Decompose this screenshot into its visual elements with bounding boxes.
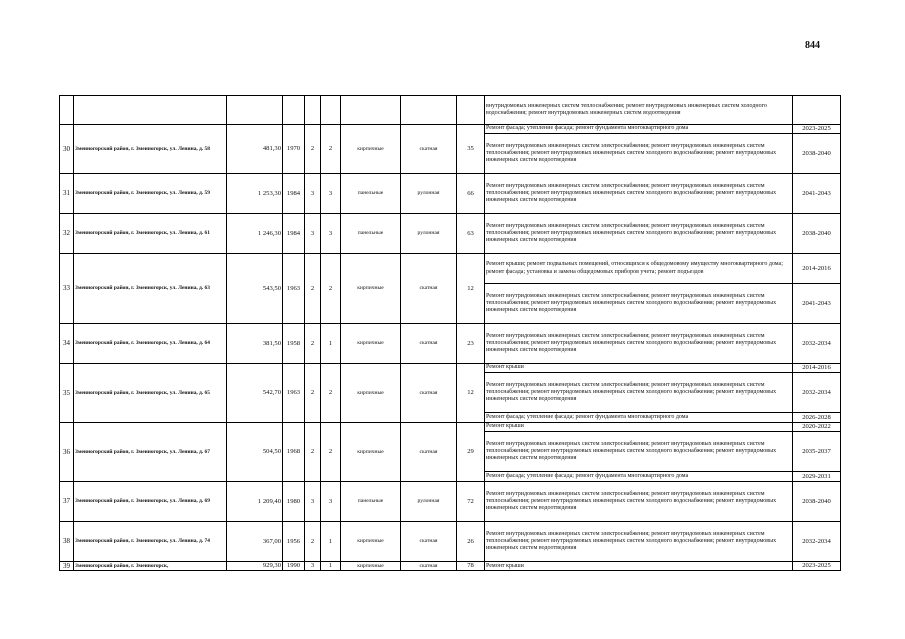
entrances-cell: 1 [321,324,341,364]
entrances-cell [321,96,341,125]
table-row [60,364,841,373]
entrances-cell: 2 [321,254,341,324]
roof-type-cell: рулонная [401,214,457,254]
floors-cell [305,96,321,125]
works-description-cell: внутридомовых инженерных систем теплоснабжения; ремонт внутридомовых инженерных систем холодного водоснабжения; ремонт внутридомовых инженерных систем водоотведения [485,96,793,125]
roof-type-cell [401,96,457,125]
roof-type-cell: скатная [401,364,457,423]
works-description-cell: Ремонт крыши; ремонт подвальных помещений, относящихся к общедомовому имуществу многоквартирного дома; ремонт фасада; установка и замена общедомовых приборов учета; ремонт подъездов [485,254,793,284]
floors-cell: 3 [305,214,321,254]
address-cell: Змеиногорский район, г. Змеиногорск, ул. Ленина, д. 64 [74,324,227,364]
wall-material-cell [341,96,401,125]
registry-body [60,96,841,571]
works-description-cell: Ремонт внутридомовых инженерных систем электроснабжения; ремонт внутридомовых инженерных систем теплоснабжения; ремонт внутридомовых инженерных систем холодного водоснабжения; ремонт внутридомовых инженерных систем водоотведения [485,324,793,364]
period-cell: 2038-2040 [793,134,841,174]
row-number: 38 [60,522,74,562]
year-cell: 1980 [283,482,305,522]
row-number: 34 [60,324,74,364]
area-cell: 367,00 [227,522,283,562]
year-cell: 1970 [283,125,305,174]
floors-cell: 2 [305,125,321,174]
period-cell: 2032-2034 [793,324,841,364]
works-description-cell: Ремонт внутридомовых инженерных систем электроснабжения; ремонт внутридомовых инженерных систем теплоснабжения; ремонт внутридомовых инженерных систем холодного водоснабжения; ремонт внутридомовых инженерных систем водоотведения [485,522,793,562]
works-description-cell: Ремонт фасада; утепление фасада; ремонт фундамента многоквартирного дома [485,413,793,423]
floors-cell: 3 [305,482,321,522]
entrances-cell: 2 [321,423,341,482]
year-cell: 1956 [283,522,305,562]
address-cell: Змеиногорский район, г. Змеиногорск, ул. Ленина, д. 58 [74,125,227,174]
roof-type-cell: рулонная [401,482,457,522]
period-cell: 2032-2034 [793,522,841,562]
period-cell: 2038-2040 [793,482,841,522]
works-description-cell: Ремонт фасада; утепление фасада; ремонт фундамента многоквартирного дома [485,472,793,482]
row-number: 36 [60,423,74,482]
address-cell: Змеиногорский район, г. Змеиногорск, ул. Ленина, д. 63 [74,254,227,324]
works-description-cell: Ремонт фасада; утепление фасада; ремонт фундамента многоквартирного дома [485,125,793,134]
roof-type-cell: скатная [401,125,457,174]
address-cell: Змеиногорский район, г. Змеиногорск, ул. Ленина, д. 65 [74,364,227,423]
table-row [60,96,841,125]
row-number: 39 [60,562,74,571]
flats-count-cell: 23 [457,324,485,364]
area-cell: 504,50 [227,423,283,482]
year-cell: 1968 [283,423,305,482]
flats-count-cell: 12 [457,364,485,423]
address-cell [74,96,227,125]
roof-type-cell: скатная [401,562,457,571]
address-cell: Змеиногорский район, г. Змеиногорск, ул. Ленина, д. 67 [74,423,227,482]
year-cell: 1963 [283,254,305,324]
floors-cell: 2 [305,324,321,364]
housing-registry-table [59,95,841,571]
row-number: 31 [60,174,74,214]
table-row [60,254,841,284]
flats-count-cell [457,96,485,125]
works-description-cell: Ремонт крыши [485,562,793,571]
table-row [60,214,841,254]
works-description-cell: Ремонт внутридомовых инженерных систем электроснабжения; ремонт внутридомовых инженерных систем теплоснабжения; ремонт внутридомовых инженерных систем холодного водоснабжения; ремонт внутридомовых инженерных систем водоотведения [485,214,793,254]
page-number: 844 [805,40,820,51]
table-row [60,482,841,522]
period-cell: 2023-2025 [793,562,841,571]
flats-count-cell: 66 [457,174,485,214]
table-row [60,423,841,432]
floors-cell: 2 [305,364,321,423]
flats-count-cell: 29 [457,423,485,482]
period-cell: 2029-2031 [793,472,841,482]
entrances-cell: 3 [321,482,341,522]
period-cell: 2041-2043 [793,174,841,214]
period-cell: 2038-2040 [793,214,841,254]
period-cell: 2032-2034 [793,373,841,413]
area-cell: 929,30 [227,562,283,571]
works-description-cell: Ремонт внутридомовых инженерных систем электроснабжения; ремонт внутридомовых инженерных систем теплоснабжения; ремонт внутридомовых инженерных систем холодного водоснабжения; ремонт внутридомовых инженерных систем водоотведения [485,373,793,413]
entrances-cell: 3 [321,174,341,214]
wall-material-cell: кирпичные [341,522,401,562]
roof-type-cell: рулонная [401,174,457,214]
period-cell: 2026-2028 [793,413,841,423]
wall-material-cell: панельные [341,214,401,254]
flats-count-cell: 35 [457,125,485,174]
period-cell: 2020-2022 [793,423,841,432]
year-cell: 1984 [283,174,305,214]
flats-count-cell: 63 [457,214,485,254]
flats-count-cell: 12 [457,254,485,324]
row-number: 30 [60,125,74,174]
row-number: 35 [60,364,74,423]
works-description-cell: Ремонт внутридомовых инженерных систем электроснабжения; ремонт внутридомовых инженерных систем теплоснабжения; ремонт внутридомовых инженерных систем холодного водоснабжения; ремонт внутридомовых инженерных систем водоотведения [485,284,793,324]
period-cell [793,96,841,125]
works-description-cell: Ремонт крыши [485,423,793,432]
area-cell: 542,70 [227,364,283,423]
year-cell: 1963 [283,364,305,423]
row-number [60,96,74,125]
wall-material-cell: панельные [341,482,401,522]
floors-cell: 2 [305,423,321,482]
area-cell: 1 209,40 [227,482,283,522]
works-description-cell: Ремонт внутридомовых инженерных систем электроснабжения; ремонт внутридомовых инженерных систем теплоснабжения; ремонт внутридомовых инженерных систем холодного водоснабжения; ремонт внутридомовых инженерных систем водоотведения [485,482,793,522]
table-row [60,324,841,364]
works-description-cell: Ремонт крыши [485,364,793,373]
wall-material-cell: кирпичные [341,423,401,482]
address-cell: Змеиногорский район, г. Змеиногорск, ул. Ленина, д. 69 [74,482,227,522]
roof-type-cell: скатная [401,324,457,364]
wall-material-cell: кирпичные [341,324,401,364]
wall-material-cell: панельные [341,174,401,214]
entrances-cell: 1 [321,522,341,562]
period-cell: 2014-2016 [793,254,841,284]
floors-cell: 3 [305,174,321,214]
period-cell: 2023-2025 [793,125,841,134]
area-cell: 1 253,30 [227,174,283,214]
table-row [60,522,841,562]
row-number: 37 [60,482,74,522]
flats-count-cell: 26 [457,522,485,562]
area-cell: 1 246,30 [227,214,283,254]
year-cell: 1958 [283,324,305,364]
wall-material-cell: кирпичные [341,254,401,324]
row-number: 32 [60,214,74,254]
floors-cell: 2 [305,522,321,562]
address-cell: Змеиногорский район, г. Змеиногорск, ул. Ленина, д. 61 [74,214,227,254]
year-cell: 1990 [283,562,305,571]
works-description-cell: Ремонт внутридомовых инженерных систем электроснабжения; ремонт внутридомовых инженерных систем теплоснабжения; ремонт внутридомовых инженерных систем холодного водоснабжения; ремонт внутридомовых инженерных систем водоотведения [485,174,793,214]
year-cell: 1984 [283,214,305,254]
floors-cell: 3 [305,562,321,571]
wall-material-cell: кирпичные [341,562,401,571]
address-cell: Змеиногорский район, г. Змеиногорск, [74,562,227,571]
area-cell: 481,30 [227,125,283,174]
area-cell [227,96,283,125]
works-description-cell: Ремонт внутридомовых инженерных систем электроснабжения; ремонт внутридомовых инженерных систем теплоснабжения; ремонт внутридомовых инженерных систем холодного водоснабжения; ремонт внутридомовых инженерных систем водоотведения [485,134,793,174]
roof-type-cell: скатная [401,254,457,324]
period-cell: 2035-2037 [793,432,841,472]
address-cell: Змеиногорский район, г. Змеиногорск, ул. Ленина, д. 59 [74,174,227,214]
table-row [60,562,841,571]
period-cell: 2014-2016 [793,364,841,373]
area-cell: 543,50 [227,254,283,324]
wall-material-cell: кирпичные [341,364,401,423]
entrances-cell: 1 [321,562,341,571]
table-row [60,125,841,134]
roof-type-cell: скатная [401,522,457,562]
works-description-cell: Ремонт внутридомовых инженерных систем электроснабжения; ремонт внутридомовых инженерных систем теплоснабжения; ремонт внутридомовых инженерных систем холодного водоснабжения; ремонт внутридомовых инженерных систем водоотведения [485,432,793,472]
entrances-cell: 2 [321,364,341,423]
year-cell [283,96,305,125]
flats-count-cell: 78 [457,562,485,571]
area-cell: 381,50 [227,324,283,364]
wall-material-cell: кирпичные [341,125,401,174]
row-number: 33 [60,254,74,324]
floors-cell: 2 [305,254,321,324]
flats-count-cell: 72 [457,482,485,522]
roof-type-cell: скатная [401,423,457,482]
period-cell: 2041-2043 [793,284,841,324]
address-cell: Змеиногорский район, г. Змеиногорск, ул. Ленина, д. 74 [74,522,227,562]
table-row [60,174,841,214]
entrances-cell: 2 [321,125,341,174]
entrances-cell: 3 [321,214,341,254]
